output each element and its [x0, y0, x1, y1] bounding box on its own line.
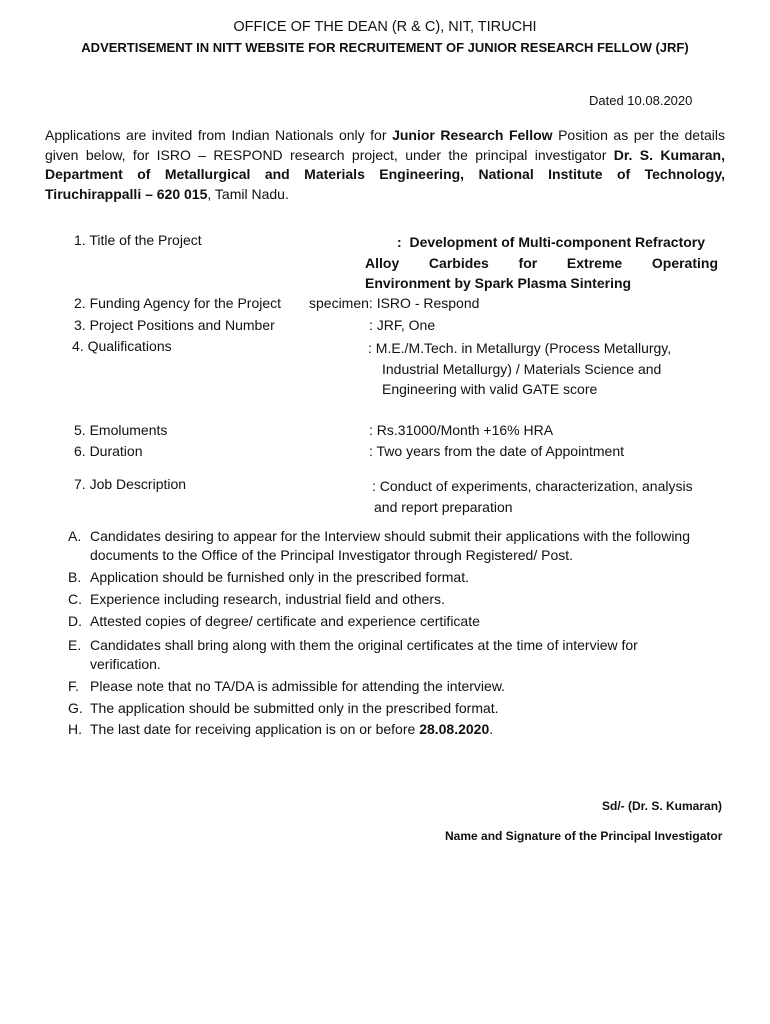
qualification-line: Engineering with valid GATE score: [382, 381, 598, 397]
list-text: Candidates shall bring along with them the original certificates at the time of interview for verification.: [90, 637, 638, 672]
detail-value-funding: specimen: ISRO - Respond: [309, 295, 480, 311]
investigator-details: Dr. S. Kumaran, Department of Metallurgical and Materials Engineering, National Institute of Technology, Tiruchirappalli – 620 015: [45, 146, 725, 202]
colon: :: [397, 234, 402, 250]
signature-line: Sd/- (Dr. S. Kumaran): [602, 799, 723, 813]
list-item: [68, 699, 708, 718]
list-item: [68, 527, 708, 567]
list-item: [68, 568, 708, 587]
signature-caption: Name and Signature of the Principal Investigator: [445, 829, 723, 843]
detail-label-duration: 6. Duration: [74, 443, 143, 459]
job-line: and report preparation: [374, 498, 513, 515]
detail-value-qualifications: [368, 338, 671, 400]
intro-text: Position as per the details given below, for ISRO – RESPOND research project, under the principal investigator: [45, 127, 725, 163]
list-text: Experience including research, industrial field and others.: [90, 591, 445, 607]
project-title-line: Alloy Carbides for Extreme Operating: [365, 254, 718, 271]
detail-label-positions: 3. Project Positions and Number: [74, 317, 275, 333]
list-text: Candidates desiring to appear for the Interview should submit their applications with the following documents to the Office of the Principal Investigator through Registered/ Post.: [90, 528, 691, 563]
detail-value-positions: : JRF, One: [369, 317, 436, 333]
qualification-line: : M.E./M.Tech. in Metallurgy (Process Metallurgy,: [368, 340, 672, 356]
list-text-part: .: [489, 721, 494, 737]
list-text: Attested copies of degree/ certificate and experience certificate: [90, 613, 480, 629]
list-letter: A.: [68, 528, 82, 544]
detail-value-job: [372, 476, 693, 517]
advertisement-heading: ADVERTISEMENT IN NITT WEBSITE FOR RECRUITEMENT OF JUNIOR RESEARCH FELLOW (JRF): [81, 40, 689, 55]
list-item: [68, 636, 708, 676]
last-date: 28.08.2020: [419, 721, 490, 737]
detail-label-title: 1. Title of the Project: [74, 232, 202, 248]
list-text: Please note that no TA/DA is admissible for attending the interview.: [90, 678, 506, 694]
list-item: [68, 612, 708, 631]
detail-value-title: [365, 232, 718, 294]
list-text-part: The last date for receiving application is on or before: [90, 721, 420, 737]
qualification-line: Industrial Metallurgy) / Materials Science and: [382, 360, 662, 377]
list-item: [68, 590, 708, 609]
list-text: The application should be submitted only in the prescribed format.: [90, 700, 499, 716]
list-text: [90, 720, 493, 739]
detail-value-emoluments: : Rs.31000/Month +16% HRA: [369, 422, 554, 438]
project-title-line: Environment by Spark Plasma Sintering: [365, 275, 632, 291]
office-title: OFFICE OF THE DEAN (R & C), NIT, TIRUCHI: [233, 19, 537, 35]
detail-label-job: 7. Job Description: [74, 476, 187, 492]
list-item: [68, 720, 708, 739]
position-name: Junior Research Fellow: [392, 127, 553, 143]
date-line: Dated 10.08.2020: [589, 93, 693, 108]
detail-label-emoluments: 5. Emoluments: [74, 422, 168, 438]
list-letter: C.: [68, 591, 82, 607]
list-text: Application should be furnished only in the prescribed format.: [90, 569, 469, 585]
project-title-line: Development of Multi-component Refractory: [409, 234, 706, 250]
intro-text: , Tamil Nadu.: [207, 185, 289, 202]
list-letter: B.: [68, 569, 82, 585]
detail-label-funding: 2. Funding Agency for the Project: [74, 295, 282, 311]
list-letter: G.: [68, 700, 83, 716]
list-item: [68, 677, 708, 696]
intro-paragraph: [45, 126, 725, 204]
list-letter: D.: [68, 613, 82, 629]
detail-value-duration: : Two years from the date of Appointment: [369, 443, 624, 459]
intro-text: Applications are invited from Indian Nationals only for: [45, 127, 393, 143]
job-line: : Conduct of experiments, characterization, analysis: [372, 478, 693, 494]
list-letter: H.: [68, 721, 82, 737]
detail-label-qualifications: 4. Qualifications: [72, 338, 172, 354]
list-letter: E.: [68, 637, 82, 653]
list-letter: F.: [68, 678, 79, 694]
